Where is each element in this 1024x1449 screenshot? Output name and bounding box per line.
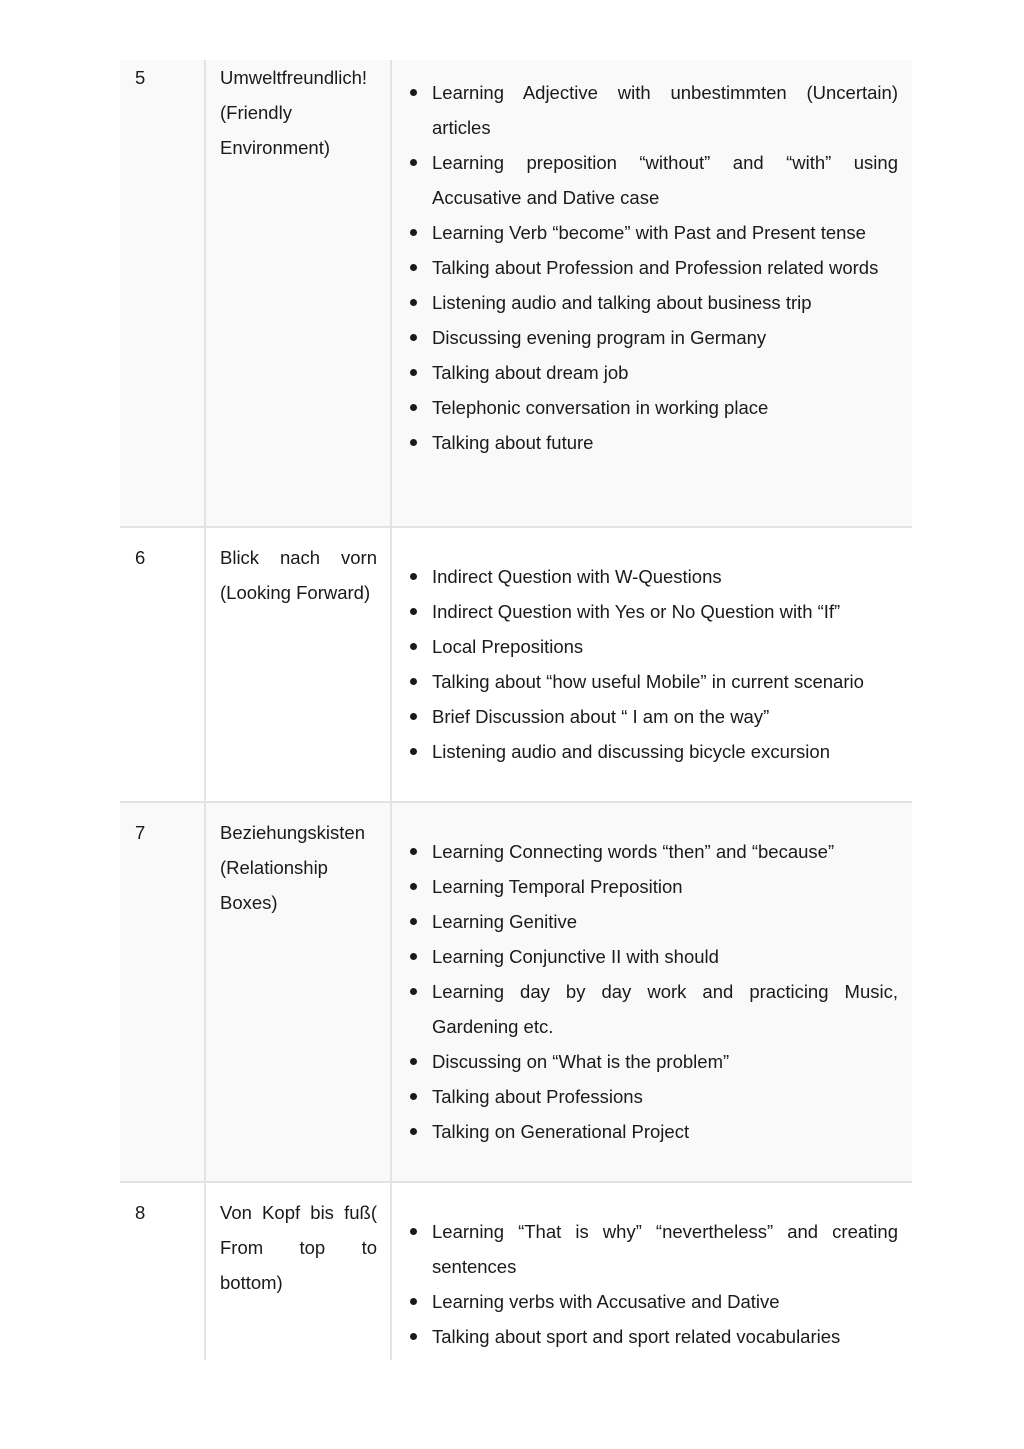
module-title: Von Kopf bis fuß( From top to bottom) (220, 1202, 377, 1293)
module-title: Blick nach vorn (Looking Forward) (220, 547, 377, 603)
topic-item: Discussing on “What is the problem” (432, 1044, 898, 1079)
curriculum-table (120, 60, 912, 1360)
topic-item: Discussing evening program in Germany (432, 320, 898, 355)
module-number: 8 (135, 1202, 146, 1223)
topic-item: Talking about Professions (432, 1079, 898, 1114)
topic-item: Learning Connecting words “then” and “because” (432, 834, 898, 869)
topic-list (432, 75, 898, 460)
module-number: 5 (135, 67, 146, 88)
module-number-cell (120, 60, 206, 526)
table-row (120, 60, 912, 528)
topic-item: Indirect Question with W-Questions (432, 559, 898, 594)
topic-item: Indirect Question with Yes or No Question with “If” (432, 594, 898, 629)
module-title-cell (206, 1183, 392, 1360)
module-topics-cell (392, 803, 912, 1181)
module-topics-cell (392, 528, 912, 801)
topic-item: Brief Discussion about “ I am on the way” (432, 699, 898, 734)
table-row (120, 803, 912, 1183)
module-number-cell (120, 528, 206, 801)
topic-item: Learning Genitive (432, 904, 898, 939)
topic-item: Learning Conjunctive II with should (432, 939, 898, 974)
module-number: 6 (135, 547, 146, 568)
module-number-cell (120, 1183, 206, 1360)
topic-item: Listening audio and discussing bicycle excursion (432, 734, 898, 769)
module-number-cell (120, 803, 206, 1181)
topic-item: Talking about “how useful Mobile” in current scenario (432, 664, 898, 699)
topic-item: Talking about Profession and Profession related words (432, 250, 898, 285)
module-topics-cell (392, 1183, 912, 1360)
topic-list (432, 1214, 898, 1354)
topic-item: Learning “That is why” “nevertheless” and creating sentences (432, 1214, 898, 1284)
topic-item: Learning Temporal Preposition (432, 869, 898, 904)
topic-item: Local Prepositions (432, 629, 898, 664)
module-title: Umweltfreundlich! (Friendly Environment) (220, 67, 368, 158)
topic-item: Talking about sport and sport related vocabularies (432, 1319, 898, 1354)
module-topics-cell (392, 60, 912, 526)
topic-item: Talking about dream job (432, 355, 898, 390)
topic-item: Learning Verb “become” with Past and Present tense (432, 215, 898, 250)
topic-list (432, 559, 898, 769)
topic-list (432, 834, 898, 1149)
table-row (120, 1183, 912, 1360)
topic-item: Learning Adjective with unbestimmten (Uncertain) articles (432, 75, 898, 145)
topic-item: Talking about future (432, 425, 898, 460)
topic-item: Learning verbs with Accusative and Dative (432, 1284, 898, 1319)
table-row (120, 528, 912, 803)
module-title-cell (206, 803, 392, 1181)
module-number: 7 (135, 822, 146, 843)
topic-item: Telephonic conversation in working place (432, 390, 898, 425)
module-title-cell (206, 60, 392, 526)
module-title-cell (206, 528, 392, 801)
topic-item: Learning preposition “without” and “with” using Accusative and Dative case (432, 145, 898, 215)
module-title: Beziehungskisten (Relationship Boxes) (220, 822, 366, 913)
topic-item: Talking on Generational Project (432, 1114, 898, 1149)
topic-item: Learning day by day work and practicing Music, Gardening etc. (432, 974, 898, 1044)
topic-item: Listening audio and talking about business trip (432, 285, 898, 320)
